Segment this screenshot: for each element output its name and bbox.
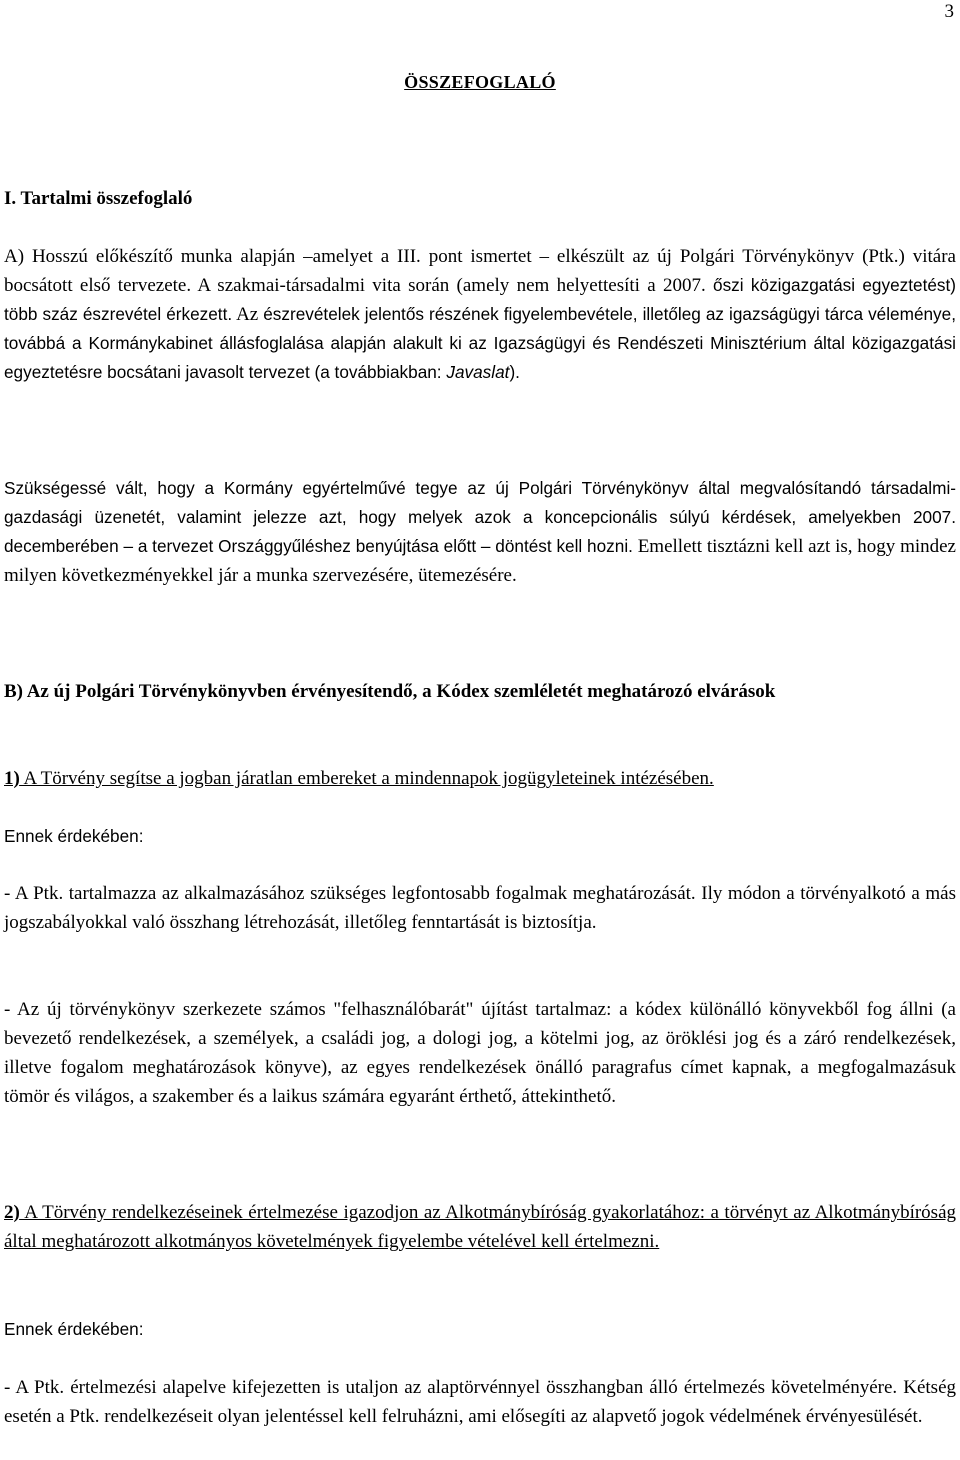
paragraph-szukseges bbox=[4, 474, 956, 590]
item-1-text: A Törvény segítse a jogban járatlan embereket a mindennapok jogügyleteinek intézésében. bbox=[19, 768, 714, 789]
ennek-erdekeben-1: Ennek érdekében: bbox=[4, 826, 144, 846]
bullet-2a: - A Ptk. értelmezési alapelve kifejezetten is utaljon az alaptörvénnyel összhangban álló értelmezés követelményére. Kétség esetén a Ptk. rendelkezéseit olyan jelentéssel kell felruházni, ami elősegíti az alapvető jogok védelmének érvényesülését. bbox=[4, 1377, 956, 1427]
page-title: ÖSSZEFOGLALÓ bbox=[404, 72, 556, 92]
paragraph-a-body: észrevételek jelentős részének figyelembevétele, illetőleg az igazságügyi tárca véleménye, továbbá a Kormánykabinet állásfoglalása alapján alakult ki az Igazságügyi és Rendészeti Minisztérium által közigazgatási egyeztetésre bocsátani javasolt tervezet (a továbbiakban: bbox=[4, 304, 956, 382]
item-1-number: 1) bbox=[4, 768, 20, 789]
item-2-text: A Törvény rendelkezéseinek értelmezése igazodjon az Alkotmánybíróság gyakorlatához: a törvényt az Alkotmánybíróság által meghatározott alkotmányos követelmények figyelembe vételével kell értelmezni. bbox=[4, 1202, 956, 1252]
paragraph-a-lead-sans: őszi közigazgatási egyeztetést) több száz észrevétel érkezett. bbox=[4, 275, 956, 324]
section-heading-tartalmi: I. Tartalmi összefoglaló bbox=[4, 188, 193, 209]
ennek-erdekeben-2: Ennek érdekében: bbox=[4, 1319, 144, 1339]
paragraph-a-connector: Az bbox=[232, 304, 264, 325]
page-number: 3 bbox=[944, 1, 954, 22]
paragraph-a-italic-term: Javaslat bbox=[446, 362, 510, 382]
item-1-heading bbox=[4, 764, 956, 793]
bullet-1b: - Az új törvénykönyv szerkezete számos "felhasználóbarát" újítást tartalmaz: a kódex különálló könyvekből fog állni (a bevezető rendelkezések, a személyek, a családi jog, a dologi jog, a kötelmi jog, az öröklési jog és a záró rendelkezések, illetve fogalom meghatározások könyve), az egyes rendelkezések önálló paragrafus címet kapnak, a megfogalmazásuk tömör és világos, a szakember és a laikus számára egyaránt érthető, áttekinthető. bbox=[4, 999, 956, 1107]
item-2-heading bbox=[4, 1198, 956, 1256]
section-heading-b: B) Az új Polgári Törvénykönyvben érvényesítendő, a Kódex szemléletét meghatározó elvárások bbox=[4, 681, 776, 702]
bullet-1a: - A Ptk. tartalmazza az alkalmazásához szükséges legfontosabb fogalmak meghatározását. Ily módon a törvényalkotó a más jogszabályokkal való összhang létrehozását, illetőleg fenntartását is biztosítja. bbox=[4, 883, 956, 933]
item-2-number: 2) bbox=[4, 1202, 20, 1223]
paragraph-szukseges-main: Szükségessé vált, hogy a Kormány egyértelművé tegye az új Polgári Törvénykönyv által megvalósítandó társadalmi-gazdasági üzenetét, valamint jelezze azt, hogy melyek azok a koncepcionális súlyú kérdések, amelyekben 2007. decemberében – a tervezet Országgyűléshez benyújtása előtt – döntést kell hozni. bbox=[4, 478, 956, 556]
paragraph-a bbox=[4, 242, 956, 387]
paragraph-a-lead: A) Hosszú előkészítő munka alapján –amelyet a III. pont ismertet – elkészült az új Polgári Törvénykönyv (Ptk.) vitára bocsátott első tervezete. A szakmai-társadalmi vita során (amely nem helyettesíti a 2007. bbox=[4, 246, 956, 296]
paragraph-a-end: ). bbox=[509, 362, 520, 382]
paragraph-szukseges-end: Emellett tisztázni kell azt is, hogy mindez milyen következményekkel jár a munka szervezésére, ütemezésére. bbox=[4, 536, 956, 586]
